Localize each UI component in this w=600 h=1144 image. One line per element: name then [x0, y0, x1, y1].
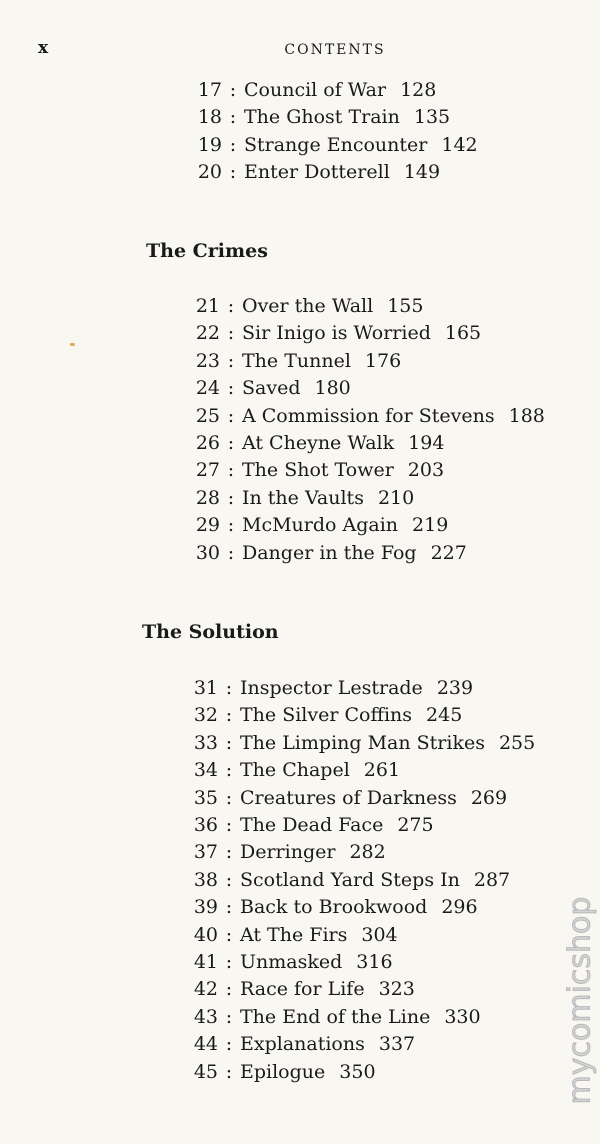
page-ref: 316: [356, 951, 393, 974]
section-title-crimes: The Crimes: [146, 240, 268, 262]
page-ref: 128: [400, 79, 437, 101]
chapter-title: Creatures of Darkness: [240, 786, 457, 809]
separator: :: [225, 731, 233, 754]
page-ref: 180: [314, 377, 351, 400]
chapter-title: Saved: [242, 377, 301, 400]
page-ref: 188: [508, 404, 545, 427]
separator: :: [229, 133, 237, 156]
page-ref: 239: [436, 677, 474, 699]
separator: :: [229, 161, 237, 184]
chapter-number: 21: [195, 295, 220, 317]
chapter-title: Epilogue: [240, 1060, 326, 1083]
chapter-title: Strange Encounter: [244, 133, 428, 156]
page-ref: 296: [441, 896, 478, 919]
chapter-number: 32: [193, 704, 218, 727]
toc-entry: [182, 867, 535, 894]
toc-entry: [182, 730, 535, 757]
chapter-number: 43: [193, 1005, 218, 1028]
page-ref: 219: [412, 514, 449, 537]
chapter-number: 39: [193, 896, 218, 919]
chapter-title: Explanations: [240, 1033, 365, 1056]
separator: :: [227, 404, 235, 427]
separator: :: [225, 1005, 233, 1028]
toc-entry: [184, 320, 545, 347]
chapter-title: Enter Dotterell: [244, 161, 390, 184]
toc-group-1: [186, 77, 478, 187]
chapter-title: The Ghost Train: [244, 106, 400, 129]
separator: :: [225, 868, 233, 891]
toc-entry: [182, 812, 535, 839]
chapter-title: The Silver Coffins: [240, 704, 413, 727]
separator: :: [225, 896, 233, 919]
chapter-title: At The Firs: [240, 923, 348, 946]
page-ref: 135: [413, 106, 451, 129]
separator: :: [229, 106, 237, 129]
chapter-title: A Commission for Stevens: [242, 404, 495, 427]
page-ref: 227: [430, 541, 467, 564]
toc-group-crimes: [184, 293, 545, 567]
chapter-number: 26: [195, 432, 220, 455]
chapter-number: 44: [193, 1033, 218, 1056]
separator: :: [225, 1033, 233, 1056]
page-ref: 194: [408, 432, 445, 455]
chapter-number: 33: [193, 731, 218, 754]
page-ref: 165: [444, 322, 482, 345]
page-ref: 323: [378, 978, 415, 1001]
toc-entry: [184, 348, 545, 375]
separator: :: [229, 79, 237, 101]
toc-entry: [186, 132, 478, 159]
chapter-title: In the Vaults: [242, 486, 364, 509]
toc-entry: [182, 922, 535, 949]
separator: :: [227, 514, 235, 537]
toc-entry: [184, 485, 545, 512]
chapter-title: McMurdo Again: [242, 514, 399, 537]
chapter-number: 42: [193, 978, 218, 1001]
chapter-title: The Dead Face: [240, 814, 384, 837]
toc-entry: [182, 839, 535, 866]
page-ref: 255: [498, 731, 536, 754]
chapter-number: 30: [195, 541, 220, 564]
chapter-number: 37: [193, 841, 218, 864]
chapter-number: 38: [193, 868, 218, 891]
separator: :: [225, 841, 233, 864]
chapter-title: Over the Wall: [242, 295, 374, 317]
chapter-title: The Limping Man Strikes: [240, 731, 485, 754]
chapter-number: 45: [193, 1060, 218, 1083]
page-ref: 261: [363, 759, 401, 782]
chapter-number: 18: [197, 106, 222, 129]
separator: :: [227, 486, 235, 509]
separator: :: [227, 322, 235, 345]
chapter-title: Inspector Lestrade: [240, 677, 423, 699]
chapter-number: 29: [195, 514, 220, 537]
separator: :: [227, 295, 235, 317]
toc-entry: [184, 540, 545, 567]
chapter-title: Unmasked: [240, 951, 343, 974]
separator: :: [225, 978, 233, 1001]
chapter-title: Scotland Yard Steps In: [240, 868, 460, 891]
page-ref: 275: [397, 814, 434, 837]
chapter-number: 19: [197, 133, 222, 156]
separator: :: [227, 377, 235, 400]
chapter-number: 35: [193, 786, 218, 809]
chapter-number: 40: [193, 923, 218, 946]
chapter-title: Race for Life: [240, 978, 365, 1001]
toc-entry: [186, 77, 478, 104]
running-title: CONTENTS: [284, 42, 386, 58]
chapter-number: 22: [195, 322, 220, 345]
chapter-title: The End of the Line: [240, 1005, 431, 1028]
chapter-title: Sir Inigo is Worried: [242, 322, 431, 345]
page-ref: 176: [364, 349, 402, 372]
chapter-title: The Chapel: [240, 759, 350, 782]
toc-entry: [182, 976, 535, 1003]
toc-entry: [182, 702, 535, 729]
separator: :: [225, 786, 233, 809]
toc-entry: [182, 785, 535, 812]
separator: :: [225, 951, 233, 974]
chapter-title: The Tunnel: [242, 349, 351, 372]
page-ref: 149: [403, 161, 441, 184]
page-ref: 350: [339, 1060, 376, 1083]
toc-group-solution: [182, 675, 535, 1086]
page-ref: 304: [361, 923, 398, 946]
page-number: x: [38, 38, 49, 58]
separator: :: [227, 432, 235, 455]
chapter-number: 27: [195, 459, 220, 482]
toc-entry: [184, 457, 545, 484]
toc-entry: [184, 293, 545, 320]
page-ref: 337: [378, 1033, 416, 1056]
chapter-number: 34: [193, 759, 218, 782]
separator: :: [225, 814, 233, 837]
page-ref: 203: [407, 459, 445, 482]
chapter-title: Council of War: [244, 79, 387, 101]
chapter-number: 36: [193, 814, 218, 837]
page-ref: 210: [377, 486, 415, 509]
chapter-number: 24: [195, 377, 220, 400]
separator: :: [227, 349, 235, 372]
separator: :: [225, 677, 233, 699]
toc-entry: [182, 1004, 535, 1031]
page-ref: 245: [426, 704, 463, 727]
toc-entry: [182, 757, 535, 784]
chapter-title: The Shot Tower: [242, 459, 394, 482]
separator: :: [227, 541, 235, 564]
page-ref: 282: [349, 841, 386, 864]
page-ref: 155: [387, 295, 424, 317]
separator: :: [225, 759, 233, 782]
chapter-number: 17: [197, 79, 222, 101]
chapter-title: Back to Brookwood: [240, 896, 428, 919]
separator: :: [227, 459, 235, 482]
separator: :: [225, 923, 233, 946]
toc-entry: [182, 949, 535, 976]
chapter-title: Derringer: [240, 841, 336, 864]
toc-entry: [184, 430, 545, 457]
toc-entry: [182, 894, 535, 921]
chapter-number: 25: [195, 404, 220, 427]
separator: :: [225, 704, 233, 727]
toc-entry: [184, 403, 545, 430]
chapter-number: 31: [193, 677, 218, 699]
page-ref: 287: [473, 868, 511, 891]
chapter-title: Danger in the Fog: [242, 541, 417, 564]
speck: [70, 343, 75, 346]
watermark: [560, 860, 600, 1140]
chapter-number: 28: [195, 486, 220, 509]
toc-entry: [186, 104, 478, 131]
toc-entry: [182, 1059, 535, 1086]
page-ref: 330: [444, 1005, 481, 1028]
toc-entry: [182, 1031, 535, 1058]
chapter-number: 41: [193, 951, 218, 974]
page-ref: 269: [470, 786, 508, 809]
toc-entry: [182, 675, 535, 702]
toc-entry: [184, 512, 545, 539]
separator: :: [225, 1060, 233, 1083]
chapter-number: 23: [195, 349, 220, 372]
toc-entry: [186, 159, 478, 186]
chapter-number: 20: [197, 161, 222, 184]
watermark-text: mycomicshop: [562, 896, 598, 1104]
page-ref: 142: [441, 133, 478, 156]
toc-entry: [184, 375, 545, 402]
chapter-title: At Cheyne Walk: [242, 432, 395, 455]
section-title-solution: The Solution: [142, 621, 279, 643]
